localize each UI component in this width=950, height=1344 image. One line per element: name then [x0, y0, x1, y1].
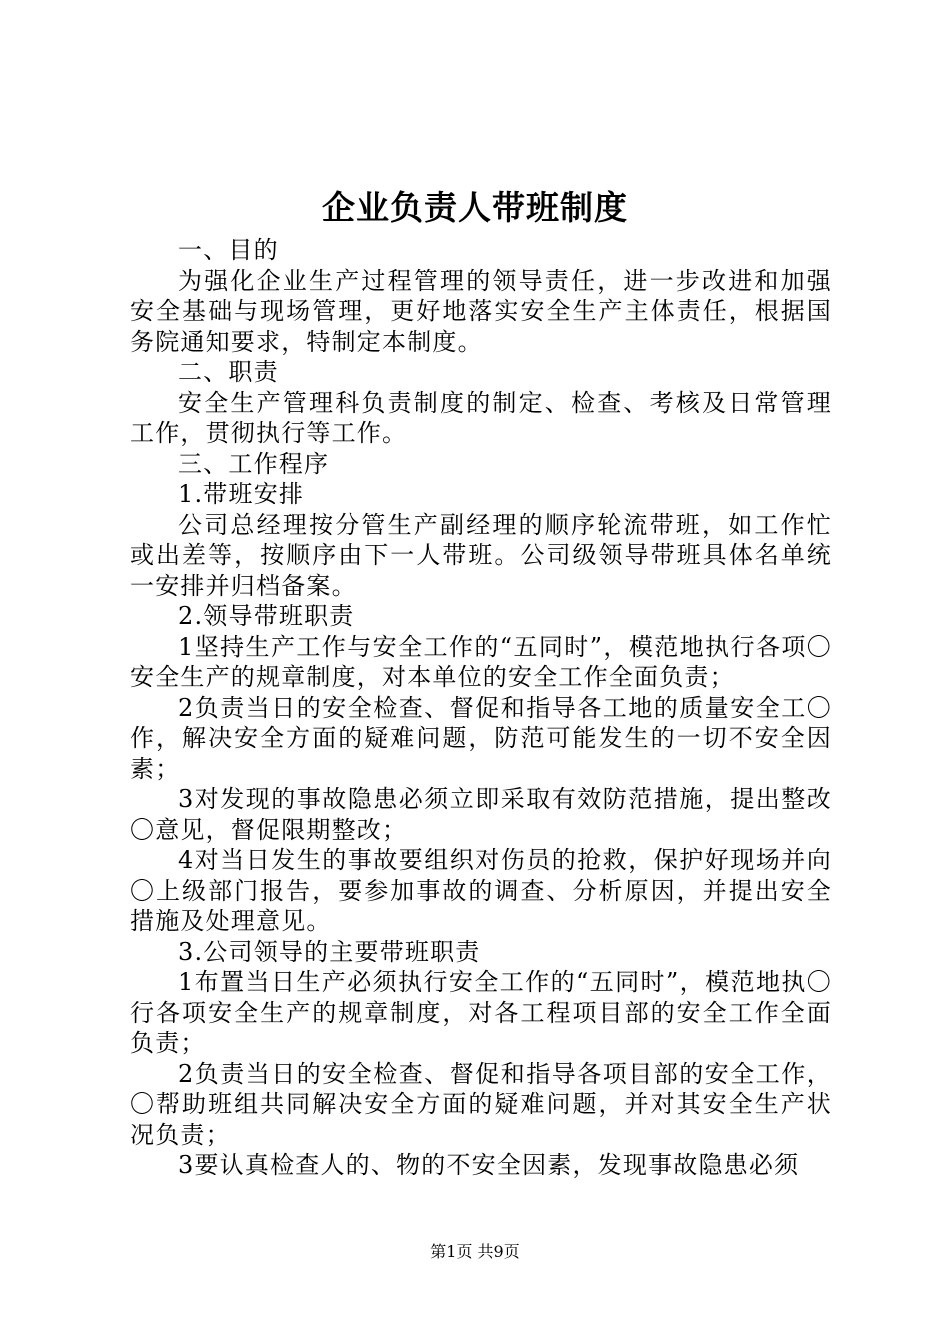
document-title: 企业负责人带班制度: [322, 188, 628, 227]
list-item-company-duty-2: 2负责当日的安全检查、督促和指导各项目部的安全工作，〇帮助班组共同解决安全方面的疑难问题，并对其安全生产状况负责；: [130, 1059, 832, 1149]
list-item-leader-duty-2: 2负责当日的安全检查、督促和指导各工地的质量安全工〇作，解决安全方面的疑难问题，防范可能发生的一切不安全因素；: [130, 693, 832, 783]
list-item-company-duty-3: 3要认真检查人的、物的不安全因素，发现事故隐患必须: [178, 1151, 800, 1179]
document-body: [130, 235, 832, 1181]
subheading-leader-duties: 2.领导带班职责: [178, 602, 355, 630]
section-heading-purpose: 一、目的: [178, 236, 279, 264]
list-item-leader-duty-4: 4对当日发生的事故要组织对伤员的抢救，保护好现场并向〇上级部门报告，要参加事故的调查、分析原因，并提出安全措施及处理意见。: [130, 846, 832, 935]
subheading-shift-arrangement: 1.带班安排: [178, 480, 305, 508]
list-item-leader-duty-1: 1坚持生产工作与安全工作的“五同时”，模范地执行各项〇安全生产的规章制度，对本单位的安全工作全面负责；: [130, 632, 832, 691]
paragraph-purpose: 为强化企业生产过程管理的领导责任，进一步改进和加强安全基础与现场管理，更好地落实安全生产主体责任，根据国务院通知要求，特制定本制度。: [130, 266, 832, 356]
paragraph-shift-arrangement: 公司总经理按分管生产副经理的顺序轮流带班，如工作忙或出差等，按顺序由下一人带班。公司级领导带班具体名单统一安排并归档备案。: [130, 510, 832, 600]
list-item-leader-duty-3: 3对发现的事故隐患必须立即采取有效防范措施，提出整改〇意见，督促限期整改；: [130, 785, 832, 844]
list-item-company-duty-1: 1布置当日生产必须执行安全工作的“五同时”，模范地执〇行各项安全生产的规章制度，对各工程项目部的安全工作全面负责；: [130, 968, 832, 1057]
section-heading-duties: 二、职责: [178, 358, 279, 386]
paragraph-duties: 安全生产管理科负责制度的制定、检查、考核及日常管理工作，贯彻执行等工作。: [130, 388, 832, 447]
subheading-company-leader-duties: 3.公司领导的主要带班职责: [178, 937, 481, 966]
page-footer: 第1页 共9页: [430, 1242, 520, 1261]
section-heading-procedure: 三、工作程序: [178, 449, 330, 478]
